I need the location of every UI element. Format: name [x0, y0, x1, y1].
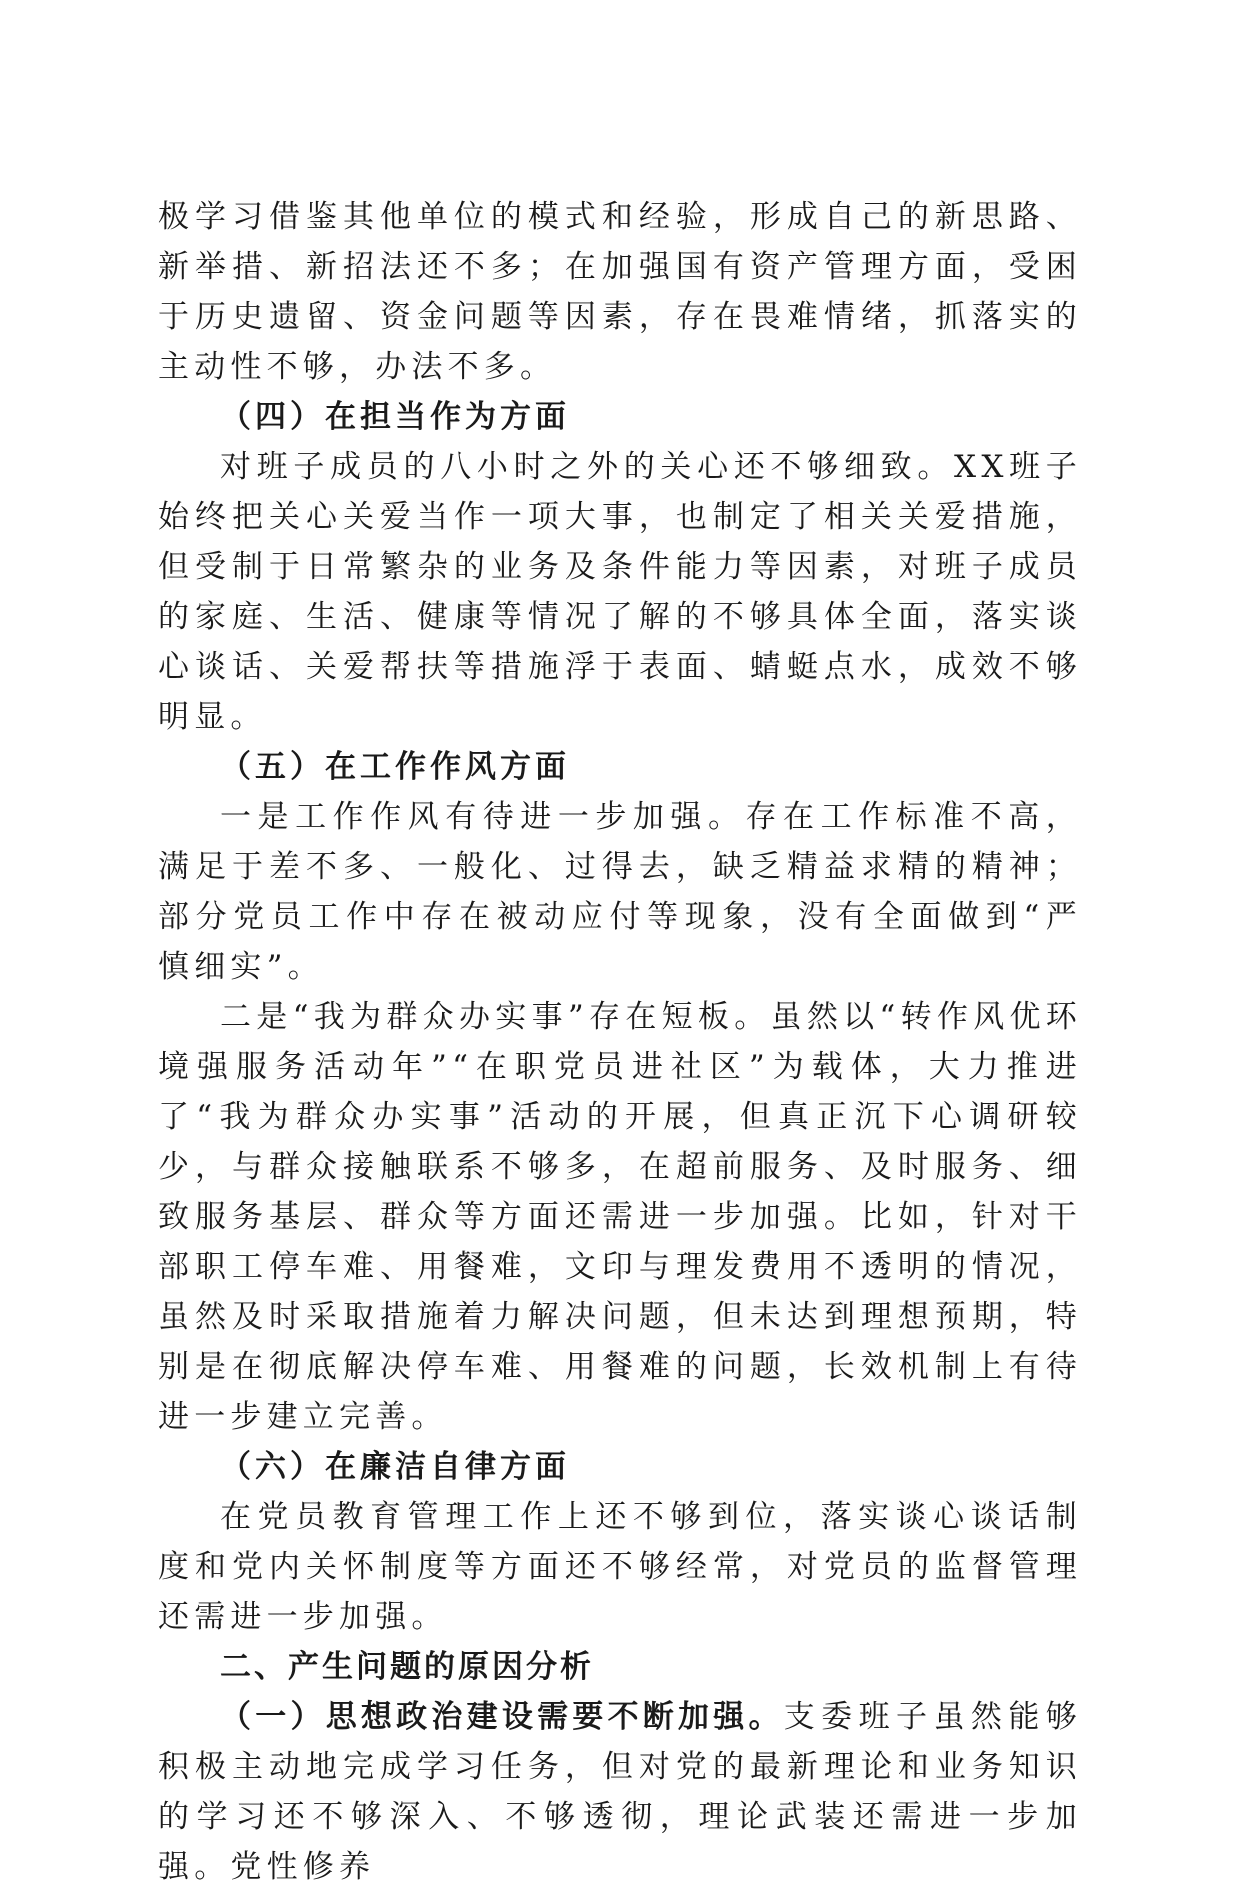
paragraph-cause-one-text: 支委班子虽然能够积极主动地完成学习任务，但对党的最新理论和业务知识的学习还不够深入、不够透彻，理论武装还需进一步加强。党性修养 — [158, 1699, 1082, 1885]
section-heading-six: （六）在廉洁自律方面 — [220, 1449, 570, 1485]
paragraph-cause-one-lead: （一）思想政治建设需要不断加强。 — [220, 1699, 784, 1735]
section-heading-five: （五）在工作作风方面 — [220, 749, 570, 785]
paragraph-cause-one — [158, 1692, 1082, 1892]
paragraph-section-five-a: 一是工作作风有待进一步加强。存在工作标准不高，满足于差不多、一般化、过得去，缺乏精益求精的精神；部分党员工作中存在被动应付等现象，没有全面做到“严慎细实”。 — [158, 799, 1082, 985]
paragraph-section-five-b: 二是“我为群众办实事”存在短板。虽然以“转作风优环境强服务活动年”“在职党员进社区”为载体，大力推进了“我为群众办实事”活动的开展，但真正沉下心调研较少，与群众接触联系不够多，在超前服务、及时服务、细致服务基层、群众等方面还需进一步加强。比如，针对干部职工停车难、用餐难，文印与理发费用不透明的情况，虽然及时采取措施着力解决问题，但未达到理想预期，特别是在彻底解决停车难、用餐难的问题，长效机制上有待进一步建立完善。 — [158, 999, 1082, 1435]
paragraph-intro: 极学习借鉴其他单位的模式和经验，形成自己的新思路、新举措、新招法还不多；在加强国有资产管理方面，受困于历史遗留、资金问题等因素，存在畏难情绪，抓落实的主动性不够，办法不多。 — [158, 199, 1082, 385]
paragraph-section-four: 对班子成员的八小时之外的关心还不够细致。XX班子始终把关心关爱当作一项大事，也制定了相关关爱措施，但受制于日常繁杂的业务及条件能力等因素，对班子成员的家庭、生活、健康等情况了解的不够具体全面，落实谈心谈话、关爱帮扶等措施浮于表面、蜻蜓点水，成效不够明显。 — [158, 449, 1082, 735]
chapter-heading-two: 二、产生问题的原因分析 — [220, 1649, 594, 1685]
paragraph-section-six: 在党员教育管理工作上还不够到位，落实谈心谈话制度和党内关怀制度等方面还不够经常，对党员的监督管理还需进一步加强。 — [158, 1499, 1082, 1635]
section-heading-four: （四）在担当作为方面 — [220, 399, 570, 435]
document-body — [158, 192, 1082, 1892]
